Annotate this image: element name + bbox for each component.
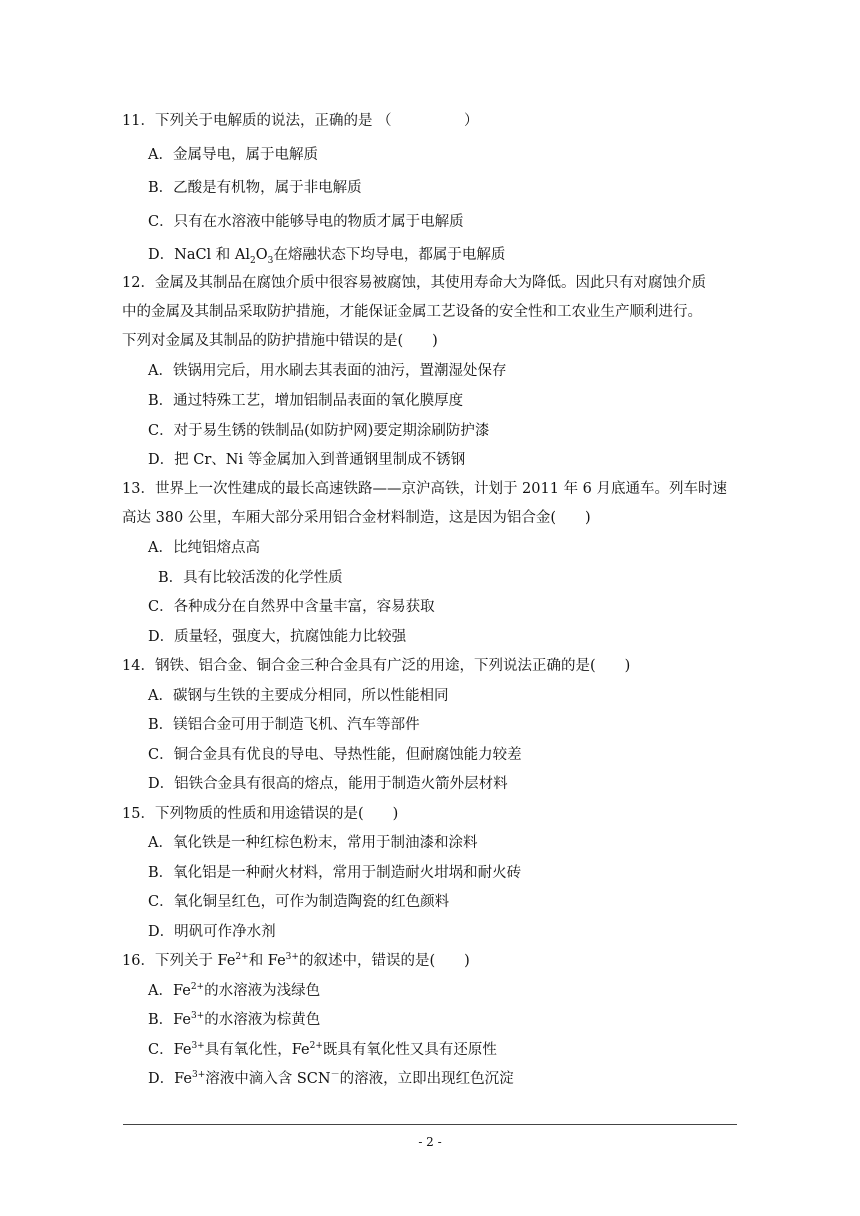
question-16-option-c: C．$Fe^{3+}$具有氧化性，$Fe^{2+}$既具有氧化性又具有还原性 — [148, 1041, 497, 1058]
question-16-option-d: D．$Fe^{3+}$溶液中滴入含 SCN－的溶液，立即出现红色沉淀 — [148, 1070, 514, 1087]
question-12-stem-line-2: 中的金属及其制品采取防护措施，才能保证金属工艺设备的安全性和工农业生产顺利进行。 — [122, 304, 702, 320]
question-15-option-b: B．氧化铝是一种耐火材料，常用于制造耐火坩埚和耐火砖 — [148, 865, 522, 881]
question-13-stem-line-1: 13．世界上一次性建成的最长高速铁路——京沪高铁，计划于 2011 年 6 月底通车。列车时速 — [122, 481, 728, 497]
question-16-option-a: A．$Fe^{2+}$的水溶液为浅绿色 — [148, 982, 321, 999]
question-12-option-d: D．把 Cr、Ni 等金属加入到普通钢里制成不锈钢 — [148, 452, 466, 468]
question-13-option-b: B．具有比较活泼的化学性质 — [158, 570, 343, 586]
question-11-option-a: A．金属导电，属于电解质 — [148, 147, 318, 163]
question-14-option-c: C．铜合金具有优良的导电、导热性能，但耐腐蚀能力较差 — [148, 747, 522, 763]
question-11-option-b: B．乙酸是有机物，属于非电解质 — [148, 180, 362, 196]
question-14-option-a: A．碳钢与生铁的主要成分相同，所以性能相同 — [148, 688, 449, 704]
question-15-option-a: A．氧化铁是一种红棕色粉末，常用于制油漆和涂料 — [148, 835, 478, 851]
question-16-option-b: B．$Fe^{3+}$的水溶液为棕黄色 — [148, 1011, 321, 1028]
question-12-stem-line-1: 12．金属及其制品在腐蚀介质中很容易被腐蚀，其使用寿命大为降低。因此只有对腐蚀介质 — [122, 275, 706, 291]
question-16-stem: 16．下列关于 $Fe^{2+}$和 $Fe^{3+}$的叙述中，错误的是( ) — [122, 952, 470, 969]
question-11-option-c: C．只有在水溶液中能够导电的物质才属于电解质 — [148, 214, 464, 230]
page-number: - 2 - — [418, 1135, 442, 1149]
question-13-option-a: A．比纯铝熔点高 — [148, 540, 260, 556]
question-13-option-c: C．各种成分在自然界中含量丰富，容易获取 — [148, 599, 435, 615]
question-15-option-c: C．氧化铜呈红色，可作为制造陶瓷的红色颜料 — [148, 894, 450, 910]
question-12-option-c: C．对于易生锈的铁制品(如防护网)要定期涂刷防护漆 — [148, 423, 490, 439]
question-13-option-d: D．质量轻，强度大，抗腐蚀能力比较强 — [148, 629, 407, 645]
question-11-stem: 11．下列关于电解质的说法，正确的是 （ ） — [122, 113, 479, 129]
question-11-option-d: D．NaCl 和 $Al_2O_3$在熔融状态下均导电，都属于电解质 — [148, 247, 506, 266]
question-13-stem-line-2: 高达 380 公里，车厢大部分采用铝合金材料制造，这是因为铝合金( ) — [122, 510, 591, 526]
question-12-option-b: B．通过特殊工艺，增加铝制品表面的氧化膜厚度 — [148, 393, 464, 409]
question-12-option-a: A．铁锅用完后，用水刷去其表面的油污，置潮湿处保存 — [148, 363, 507, 379]
question-15-option-d: D．明矾可作净水剂 — [148, 924, 276, 940]
question-14-option-d: D．铝铁合金具有很高的熔点，能用于制造火箭外层材料 — [148, 776, 508, 792]
question-14-stem: 14．钢铁、铝合金、铜合金三种合金具有广泛的用途，下列说法正确的是( ) — [122, 658, 631, 674]
question-12-stem-line-3: 下列对金属及其制品的防护措施中错误的是( ) — [122, 333, 438, 349]
footer-divider — [123, 1124, 737, 1125]
question-15-stem: 15．下列物质的性质和用途错误的是( ) — [122, 806, 399, 822]
question-14-option-b: B．镁铝合金可用于制造飞机、汽车等部件 — [148, 717, 420, 733]
